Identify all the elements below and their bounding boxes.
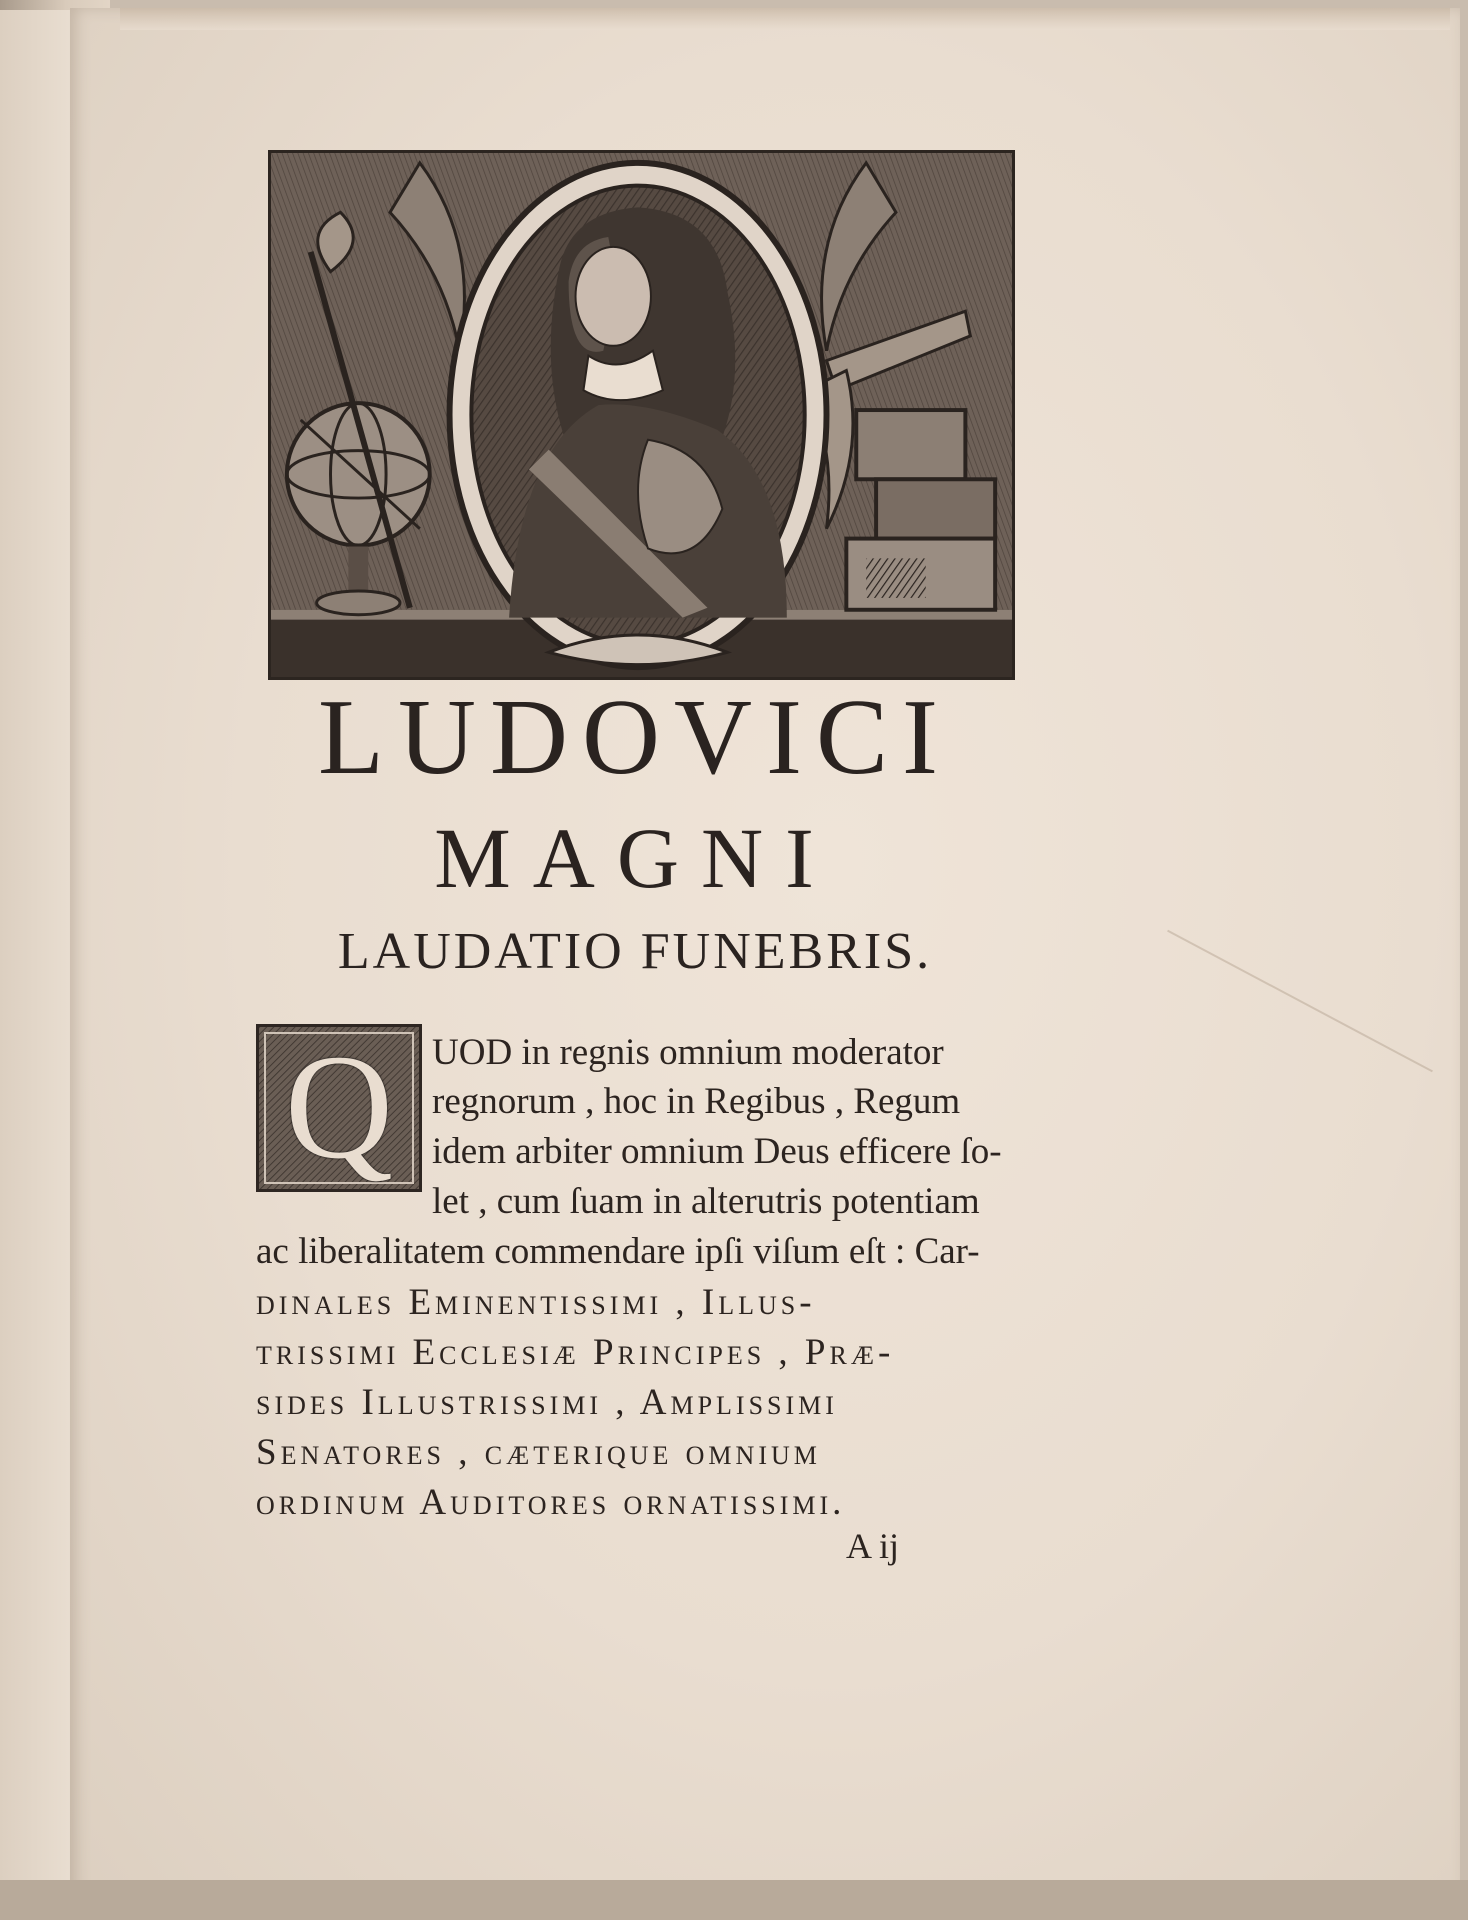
- text-line-7: trissimi Ecclesiæ Principes , Præ-: [256, 1332, 895, 1373]
- portrait-engraving: [268, 150, 1015, 680]
- signature-mark: A ij: [846, 1526, 900, 1566]
- background-surface: [0, 1880, 1468, 1920]
- title-line-3: LAUDATIO FUNEBRIS.: [337, 923, 933, 980]
- text-line-5: ac liberalitatem commendare ipſi viſum eſt : Car-: [256, 1231, 980, 1272]
- text-line-1: UOD in regnis omnium moderator: [432, 1032, 944, 1073]
- dropcap-initial: [256, 1024, 422, 1192]
- page-top-edge: [120, 8, 1450, 30]
- text-line-2: regnorum , hoc in Regibus , Regum: [432, 1081, 961, 1122]
- text-line-3: idem arbiter omnium Deus efficere ſo-: [432, 1131, 1002, 1172]
- text-line-9: Senatores , cæterique omnium: [256, 1432, 821, 1473]
- text-line-6: dinales Eminentissimi , Illus-: [256, 1282, 816, 1323]
- text-line-4: let , cum ſuam in alterutris potentiam: [432, 1181, 980, 1222]
- engraving-art: [271, 153, 1012, 677]
- title-line-1: LUDOVICI: [318, 678, 952, 797]
- text-line-8: sides Illustrissimi , Amplissimi: [256, 1382, 838, 1423]
- title-line-2: MAGNI: [434, 810, 836, 906]
- dropcap-letter: Q: [284, 1024, 394, 1190]
- text-line-10: ordinum Auditores ornatissimi.: [256, 1482, 846, 1523]
